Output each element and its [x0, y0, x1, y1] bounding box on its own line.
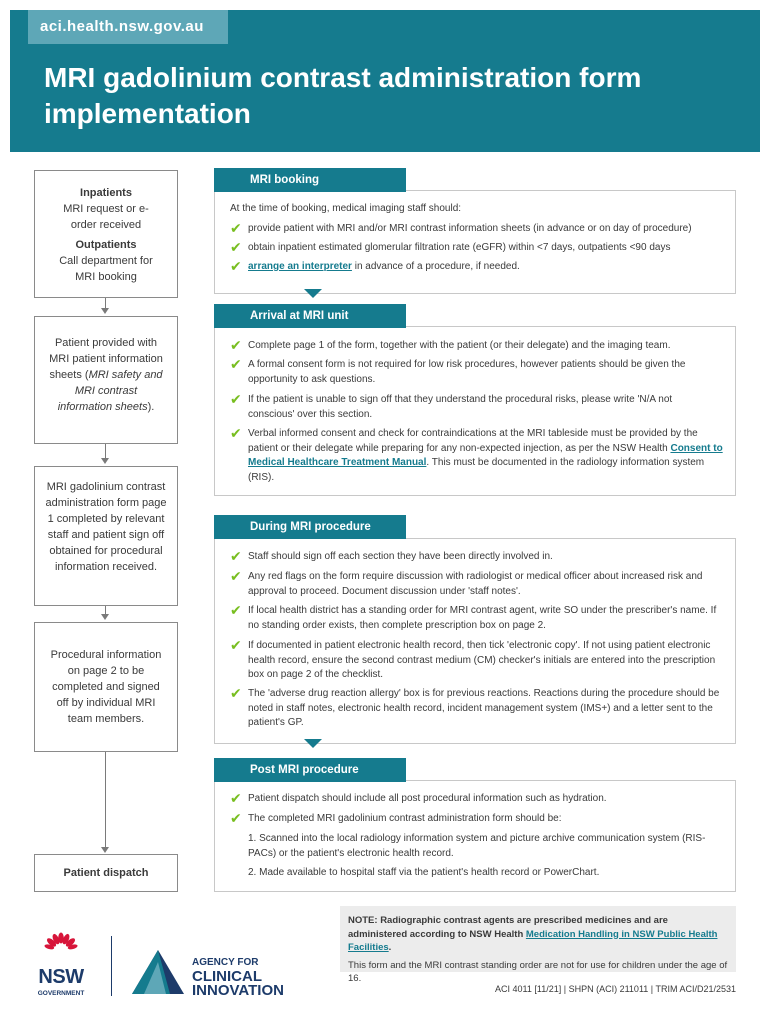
page-title: MRI gadolinium contrast administration form implementation: [44, 62, 642, 129]
post-item: ✔ Patient dispatch should include all post procedural information such as hydration.: [230, 790, 607, 806]
document-reference: ACI 4011 [11/21] | SHPN (ACI) 211011 | TRIM ACI/D21/2531: [495, 984, 736, 994]
page1-text: MRI gadolinium contrast administration form page 1 completed by relevant staff and patient sign off obtained for procedural information received.: [45, 481, 167, 573]
inpatients-heading: Inpatients: [80, 187, 132, 199]
flow-arrow: [101, 614, 109, 620]
check-icon: ✔: [230, 548, 242, 564]
check-icon: ✔: [230, 258, 242, 274]
during-item: ✔ Staff should sign off each section they have been directly involved in.: [230, 548, 553, 564]
flow-box-booking: [34, 170, 178, 298]
nsw-government-text: GOVERNMENT: [37, 990, 85, 997]
check-icon: ✔: [230, 425, 242, 441]
check-icon: ✔: [230, 790, 242, 806]
check-icon: ✔: [230, 356, 242, 372]
flow-box-page1: [34, 466, 178, 606]
site-url[interactable]: aci.health.nsw.gov.au: [28, 10, 228, 44]
page-header: [10, 10, 760, 152]
page2-text: Procedural information on page 2 to be completed and signed off by individual MRI team members.: [50, 649, 162, 725]
medication-handling-link[interactable]: Medication Handling in NSW Public Health Facilities: [348, 928, 718, 953]
post-item: ✔ The completed MRI gadolinium contrast administration form should be:: [230, 810, 562, 826]
post-numbered-item: 1. Scanned into the local radiology information system and picture archive communication system (RIS-PACs) or the patient's electronic health record.: [248, 833, 706, 859]
during-item: ✔ The 'adverse drug reaction allergy' box is for previous reactions. Reactions during the procedure should be noted in staff notes, electronic health record, incident management system (IMS+) and a letter sent to the patient's GP.: [230, 685, 720, 728]
booking-item: ✔ obtain inpatient estimated glomerular filtration rate (eGFR) within <7 days, outpatients <90 days: [230, 239, 671, 255]
flow-box-page2: [34, 622, 178, 752]
flow-box-info-sheets: [34, 316, 178, 444]
arrival-item: ✔ Complete page 1 of the form, together with the patient (or their delegate) and the imaging team.: [230, 337, 671, 353]
during-item: ✔ Any red flags on the form require discussion with radiologist or medical officer about increased risk and approval to proceed. Document discussion under 'staff notes'.: [230, 568, 703, 597]
dispatch-text: Patient dispatch: [63, 867, 149, 879]
aci-wordmark: AGENCY FOR CLINICAL INNOVATION: [192, 957, 284, 999]
note-bold-text: NOTE: Radiographic contrast agents are prescribed medicines and are administered according to NSW Health Medication Handling in NSW Public Health Facilities.: [348, 915, 718, 953]
check-icon: ✔: [230, 810, 242, 826]
booking-intro: At the time of booking, medical imaging staff should:: [230, 203, 462, 214]
flow-arrow: [101, 458, 109, 464]
arrival-item: ✔ Verbal informed consent and check for contraindications at the MRI tableside must be provided by the patient or their delegate while preparing for any non-expected injection, as per the NSW Health Consent to Medical Healthcare Treatment Manual. This must be documented in the radiology information system (RIS).: [230, 425, 723, 483]
section-booking-title: MRI booking: [214, 168, 406, 192]
section-arrow: [304, 739, 322, 748]
flow-connector: [105, 444, 106, 458]
check-icon: ✔: [230, 568, 242, 584]
booking-item: ✔ arrange an interpreter in advance of a procedure, if needed.: [230, 258, 520, 274]
aci-triangle-logo-icon: [130, 948, 186, 996]
inpatients-text: MRI request or e-order received: [63, 203, 149, 231]
note-text: This form and the MRI contrast standing order are not for use for children under the age of 16.: [348, 959, 728, 984]
check-icon: ✔: [230, 220, 242, 236]
check-icon: ✔: [230, 391, 242, 407]
nsw-wordmark: NSW: [38, 966, 84, 988]
logo-divider: [111, 936, 112, 996]
post-numbered-item: 2. Made available to hospital staff via the patient's health record or PowerChart.: [248, 867, 600, 878]
booking-item: ✔ provide patient with MRI and/or MRI contrast information sheets (in advance or on day of procedure): [230, 220, 692, 236]
during-item: ✔ If local health district has a standing order for MRI contrast agent, write SO under the prescriber's name. If no standing order exists, then complete prescription box on page 2.: [230, 602, 717, 631]
check-icon: ✔: [230, 602, 242, 618]
flow-arrow: [101, 847, 109, 853]
section-arrow: [304, 289, 322, 298]
check-icon: ✔: [230, 337, 242, 353]
interpreter-link[interactable]: arrange an interpreter: [248, 261, 352, 272]
arrival-item: ✔ A formal consent form is not required for low risk procedures, however patients should be given the opportunity to ask questions.: [230, 356, 686, 385]
check-icon: ✔: [230, 637, 242, 653]
outpatients-text: Call department for MRI booking: [59, 255, 153, 283]
check-icon: ✔: [230, 685, 242, 701]
info-sheets-italic: MRI safety and MRI contrast information sheets: [57, 369, 163, 413]
section-during-title: During MRI procedure: [214, 515, 406, 539]
outpatients-heading: Outpatients: [75, 239, 137, 251]
nsw-waratah-logo-icon: [28, 928, 94, 968]
info-sheets-text-a: Patient provided with MRI patient information sheets (: [49, 337, 163, 381]
info-sheets-text-b: ).: [147, 401, 155, 413]
flow-box-dispatch: [34, 854, 178, 892]
section-post-title: Post MRI procedure: [214, 758, 406, 782]
consent-manual-link[interactable]: Consent to Medical Healthcare Treatment Manual: [248, 442, 723, 468]
check-icon: ✔: [230, 239, 242, 255]
flow-connector: [105, 752, 106, 848]
arrival-item: ✔ If the patient is unable to sign off that they understand the procedural risks, please write 'N/A not conscious' over this section.: [230, 391, 673, 420]
during-item: ✔ If documented in patient electronic health record, then tick 'electronic copy'. If not using patient electronic health record, ensure the second contrast medium (CM) checker's initials are entered into the prescription box on page 2 of the checklist.: [230, 637, 716, 680]
note-box: [340, 906, 736, 984]
section-arrival-title: Arrival at MRI unit: [214, 304, 406, 328]
flow-arrow: [101, 308, 109, 314]
